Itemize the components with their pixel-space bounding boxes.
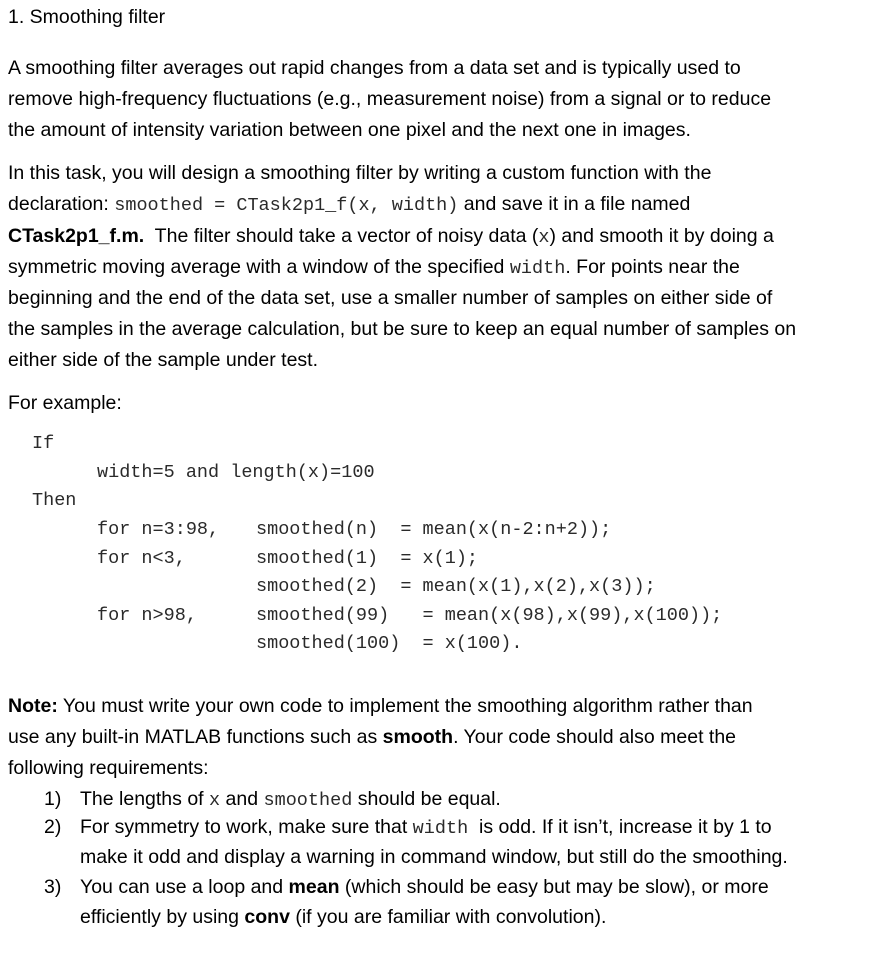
task-text: symmetric moving average with a window of the specified — [8, 256, 510, 278]
note-text: You must write your own code to implement the smoothing algorithm rather than — [57, 695, 753, 717]
code-case-start: for n<3, — [97, 548, 186, 569]
list-text: and — [220, 788, 264, 810]
list-text: efficiently by using — [80, 906, 245, 928]
conv-bold: conv — [244, 906, 290, 928]
task-line-6: the samples in the average calculation, but be sure to keep an equal number of samples on — [8, 318, 797, 340]
code-condition: width=5 and length(x)=100 — [97, 462, 375, 483]
task-line-1: In this task, you will design a smoothing filter by writing a custom function with the — [8, 162, 712, 184]
note-text: . Your code should also meet the — [453, 726, 737, 748]
smooth-bold: smooth — [382, 726, 454, 748]
intro-line-2: remove high-frequency fluctuations (e.g., measurement noise) from a signal or to reduce — [8, 88, 772, 110]
list-number-1: 1) — [44, 788, 62, 810]
code-if: If — [32, 433, 55, 454]
example-label: For example: — [8, 392, 122, 414]
task-text: declaration: — [8, 193, 115, 215]
code-smoothed-n: smoothed(n) = mean(x(n-2:n+2)); — [256, 519, 612, 540]
code-case-end: for n>98, — [97, 605, 197, 626]
list-text: (if you are familiar with convolution). — [289, 906, 607, 928]
task-line-3 — [8, 224, 774, 250]
note-line-3: following requirements: — [8, 757, 209, 779]
task-text: . For points near the — [565, 256, 740, 278]
code-then: Then — [32, 490, 77, 511]
function-declaration-code: smoothed = CTask2p1_f(x, width) — [114, 195, 459, 216]
list-number-3: 3) — [44, 876, 62, 898]
code-smoothed-100: smoothed(100) = x(100). — [256, 633, 523, 654]
code-case-middle: for n=3:98, — [97, 519, 220, 540]
list-text: is odd. If it isn’t, increase it by 1 to — [468, 816, 772, 838]
list-text: (which should be easy but may be slow), or more — [339, 876, 769, 898]
intro-line-1: A smoothing filter averages out rapid changes from a data set and is typically used to — [8, 57, 741, 79]
list-item-2-line-2: make it odd and display a warning in command window, but still do the smoothing. — [80, 846, 788, 868]
task-line-7: either side of the sample under test. — [8, 349, 319, 371]
task-line-4 — [8, 255, 740, 281]
list-text: should be equal. — [352, 788, 501, 810]
list-item-3-line-2 — [80, 905, 606, 929]
code-width: width — [412, 818, 469, 839]
task-text: ) and smooth it by doing a — [549, 225, 774, 247]
note-line-1 — [8, 694, 753, 718]
code-smoothed-99: smoothed(99) = mean(x(98),x(99),x(100)); — [256, 605, 723, 626]
task-line-2 — [8, 192, 690, 218]
code-x: x — [538, 227, 550, 248]
list-item-1 — [80, 787, 501, 813]
code-smoothed-1: smoothed(1) = x(1); — [256, 548, 479, 569]
list-item-2 — [80, 815, 772, 841]
task-line-5: beginning and the end of the data set, use a smaller number of samples on either side of — [8, 287, 773, 309]
note-text: use any built-in MATLAB functions such as — [8, 726, 383, 748]
section-heading: 1. Smoothing filter — [8, 6, 166, 28]
list-number-2: 2) — [44, 816, 62, 838]
list-item-3 — [80, 875, 769, 899]
note-bold: Note: — [8, 695, 58, 717]
note-line-2 — [8, 725, 736, 749]
intro-line-3: the amount of intensity variation between one pixel and the next one in images. — [8, 119, 691, 141]
list-text: The lengths of — [80, 788, 209, 810]
mean-bold: mean — [288, 876, 340, 898]
list-text: For symmetry to work, make sure that — [80, 816, 413, 838]
filename-bold: CTask2p1_f.m. — [8, 225, 145, 247]
code-smoothed-2: smoothed(2) = mean(x(1),x(2),x(3)); — [256, 576, 656, 597]
code-width: width — [509, 258, 566, 279]
code-x: x — [209, 790, 221, 811]
code-smoothed: smoothed — [263, 790, 353, 811]
task-text: and save it in a file named — [458, 193, 691, 215]
list-text: You can use a loop and — [80, 876, 289, 898]
task-text: The filter should take a vector of noisy data ( — [144, 225, 539, 247]
